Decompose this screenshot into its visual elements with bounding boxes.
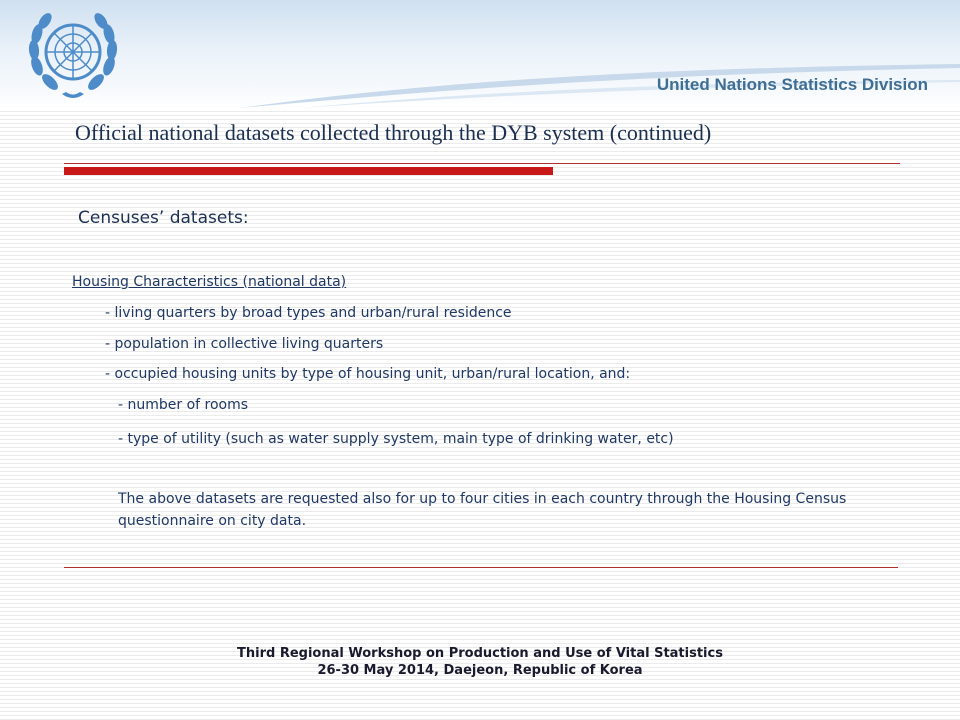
title-rule-accent: [64, 167, 553, 175]
slide-subtitle: Censuses’ datasets:: [78, 208, 249, 228]
sub-bullet-item: - type of utility (such as water supply system, main type of drinking water, etc): [118, 431, 674, 447]
header-banner: [0, 0, 960, 108]
org-name: United Nations Statistics Division: [656, 75, 928, 94]
section-heading: Housing Characteristics (national data): [72, 274, 347, 290]
footer-workshop-title: Third Regional Workshop on Production and Use of Vital Statistics: [237, 646, 723, 661]
bullet-item: - living quarters by broad types and urban/rural residence: [105, 305, 512, 321]
un-emblem-icon: [22, 6, 124, 106]
footer: [0, 645, 960, 679]
slide-title: Official national datasets collected through the DYB system (continued): [75, 120, 712, 145]
bullet-item: - occupied housing units by type of housing unit, urban/rural location, and:: [105, 366, 631, 382]
footer-date-location: 26-30 May 2014, Daejeon, Republic of Korea: [317, 663, 643, 678]
sub-bullet-item: - number of rooms: [118, 397, 249, 413]
bullet-item: - population in collective living quarters: [105, 336, 384, 352]
bottom-rule: [64, 567, 898, 568]
note-paragraph: The above datasets are requested also for up to four cities in each country through the Housing Census questionnaire on city data.: [118, 491, 847, 529]
title-rule-thin: [64, 163, 900, 164]
